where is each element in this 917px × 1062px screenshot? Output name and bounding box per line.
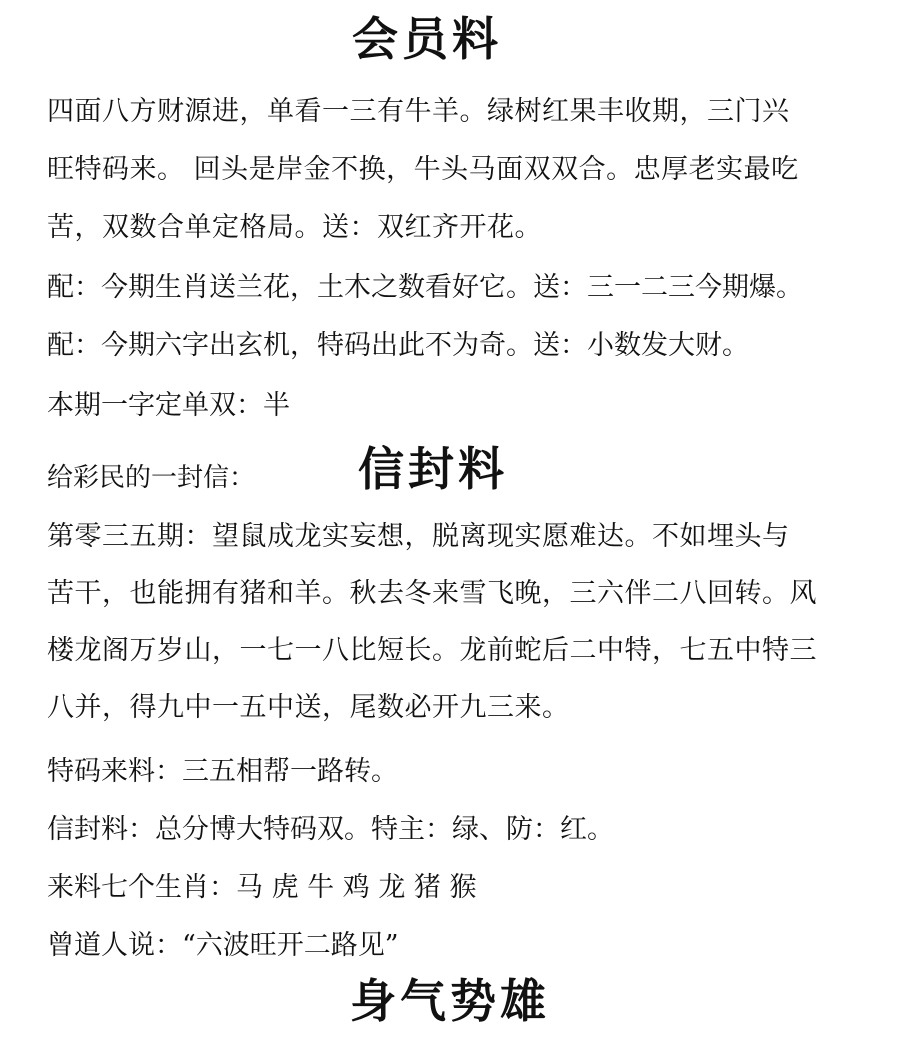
- paragraph-line: 四面八方财源进，单看一三有牛羊。绿树红果丰收期，三门兴: [47, 96, 790, 127]
- zodiac-line: 来料七个生肖：马 虎 牛 鸡 龙 猪 猴: [47, 872, 477, 903]
- paragraph-line: 苦，双数合单定格局。送：双红齐开花。: [47, 212, 542, 243]
- letter-intro: 给彩民的一封信：: [47, 463, 256, 493]
- paragraph-line: 八并，得九中一五中送，尾数必开九三来。: [47, 692, 570, 723]
- pei-line-2: 配：今期六字出玄机，特码出此不为奇。送：小数发大财。: [47, 330, 749, 361]
- quote-line: 曾道人说：“六波旺开二路见”: [47, 930, 399, 961]
- section-title-envelope: 信封料: [358, 442, 508, 496]
- single-double-line: 本期一字定单双：半: [47, 390, 290, 421]
- envelope-material-line: 信封料：总分博大特码双。特主：绿、防：红。: [47, 814, 614, 845]
- pei-line-1: 配：今期生肖送兰花，土木之数看好它。送：三一二三今期爆。: [47, 272, 803, 303]
- special-code-line: 特码来料：三五相帮一路转。: [47, 756, 398, 787]
- section-title-members: 会员料: [352, 12, 502, 66]
- paragraph-line: 楼龙阁万岁山，一七一八比短长。龙前蛇后二中特，七五中特三: [47, 635, 817, 666]
- paragraph-line: 旺特码来。 回头是岸金不换，牛头马面双双合。忠厚老实最吃: [47, 154, 799, 185]
- paragraph-line: 苦干，也能拥有猪和羊。秋去冬来雪飞晚，三六伴二八回转。风: [47, 578, 817, 609]
- section-title-bottom: 身气势雄: [350, 974, 550, 1028]
- paragraph-line: 第零三五期：望鼠成龙实妄想，脱离现实愿难达。不如埋头与: [47, 521, 790, 552]
